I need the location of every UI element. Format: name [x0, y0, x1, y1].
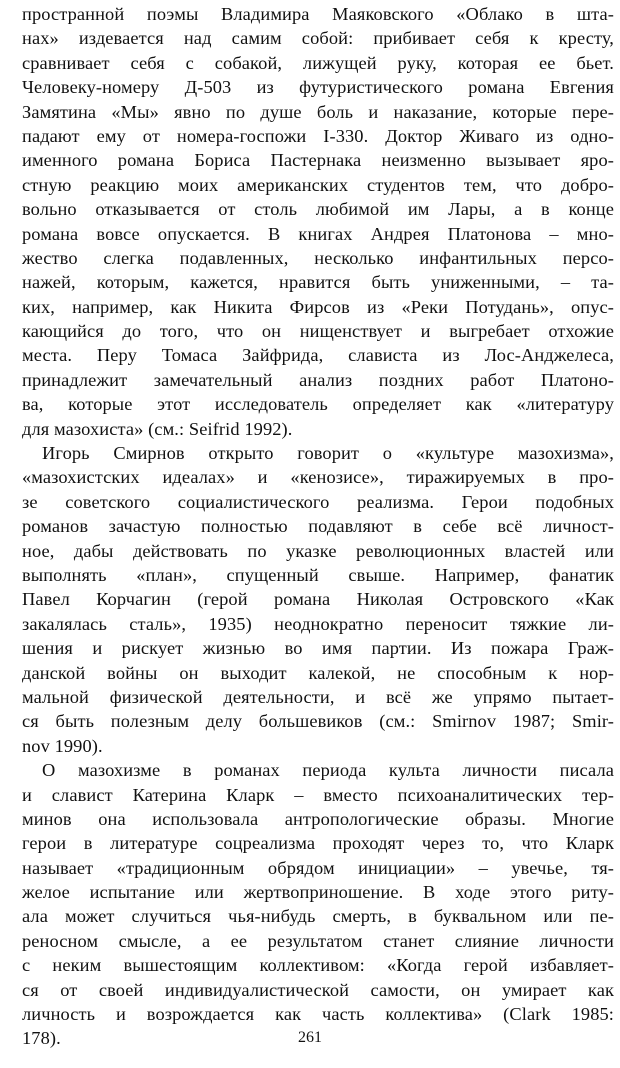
text-line: выполнять «план», спущенный свыше. Например, фанатик — [22, 564, 614, 585]
text-line: ва, которые этот исследователь определяет как «литературу — [22, 394, 614, 415]
text-line: принадлежит замечательный анализ поздних работ Платоно- — [22, 369, 614, 390]
text-line: зе советского социалистического реализма. Герои подобных — [22, 491, 614, 512]
text-line: данской войны он выходит калекой, не способным к нор- — [22, 662, 614, 683]
page-number: 261 — [298, 1029, 322, 1046]
text-line: Замятина «Мы» явно по душе боль и наказание, которые пере- — [22, 101, 614, 122]
text-line: ное, дабы действовать по указке революционных властей или — [22, 540, 614, 561]
text-line: сравнивает себя с собакой, лижущей руку, которая ее бьет. — [22, 52, 614, 73]
text-line: романов зачастую полностью подавляют в себе всё личност- — [22, 516, 614, 537]
text-line: кающийся до того, что он нищенствует и выгребает отхожие — [22, 321, 614, 342]
paragraph — [22, 758, 614, 1051]
text-line: Павел Корчагин (герой романа Николая Островского «Как — [22, 589, 614, 610]
text-line: пространной поэмы Владимира Маяковского «Облако в шта- — [22, 4, 614, 24]
text-line: падают ему от номера-госпожи I-330. Доктор Живаго из одно- — [22, 125, 614, 146]
text-line: ала может случиться чья-нибудь смерть, в буквальном или пе- — [22, 906, 614, 927]
text-line: 178). — [22, 1028, 61, 1049]
text-line: нах» издевается над самим собой: прибивает себя к кресту, — [22, 28, 614, 49]
text-line: с неким вышестоящим коллективом: «Когда герой избавляет- — [22, 955, 614, 976]
text-line: nov 1990). — [22, 735, 103, 756]
text-line: минов она использовала антропологические образы. Многие — [22, 808, 614, 829]
text-line: для мазохиста» (см.: Seifrid 1992). — [22, 418, 293, 439]
text-line: Человеку-номеру Д-503 из футуристического романа Евгения — [22, 77, 614, 98]
text-line: личность и возрождается как часть коллектива» (Clark 1985: — [22, 1004, 614, 1025]
text-line: ких, например, как Никита Фирсов из «Реки Потудань», опус- — [22, 296, 614, 317]
text-line: называет «традиционным обрядом инициации» – увечье, тя- — [22, 857, 614, 878]
text-line: шения и рискует жизнью во имя партии. Из пожара Граж- — [22, 638, 614, 659]
text-line: «мазохистских идеалах» и «кенозисе», тиражируемых в про- — [22, 467, 614, 488]
paragraph — [22, 2, 614, 441]
body-text — [22, 2, 614, 1051]
text-line: ся от своей индивидуалистической самости, он умирает как — [22, 979, 614, 1000]
text-line: стную реакцию моих американских студентов тем, что добро- — [22, 174, 614, 195]
text-line: нажей, которым, кажется, нравится быть униженными, – та- — [22, 272, 614, 293]
text-line: романа вовсе опускается. В книгах Андрея Платонова – мно- — [22, 223, 614, 244]
text-line: жество слегка подавленных, несколько инфантильных персо- — [22, 247, 614, 268]
text-line: мальной физической деятельности, и всё же упрямо пытает- — [22, 686, 614, 707]
text-line: и славист Катерина Кларк – вместо психоаналитических тер- — [22, 784, 614, 805]
text-line: Игорь Смирнов открыто говорит о «культуре мазохизма», — [42, 443, 614, 464]
text-line: желое испытание или жертвоприношение. В ходе этого риту- — [22, 882, 614, 903]
text-line: именного романа Бориса Пастернака неизменно вызывает яро- — [22, 150, 614, 171]
text-line: герои в литературе соцреализма проходят через то, что Кларк — [22, 833, 614, 854]
paragraph — [22, 441, 614, 758]
text-line: ся быть полезным делу большевиков (см.: Smirnov 1987; Smir- — [22, 711, 614, 732]
text-line: реносном смысле, а ее результатом станет слияние личности — [22, 930, 614, 951]
text-line: закалялась сталь», 1935) неоднократно переносит тяжкие ли- — [22, 613, 614, 634]
text-line: места. Перу Томаса Зайфрида, слависта из Лос-Анджелеса, — [22, 345, 614, 366]
text-line: вольно отказывается от столь любимой им Лары, а в конце — [22, 199, 614, 220]
text-line: О мазохизме в романах периода культа личности писала — [42, 760, 614, 781]
